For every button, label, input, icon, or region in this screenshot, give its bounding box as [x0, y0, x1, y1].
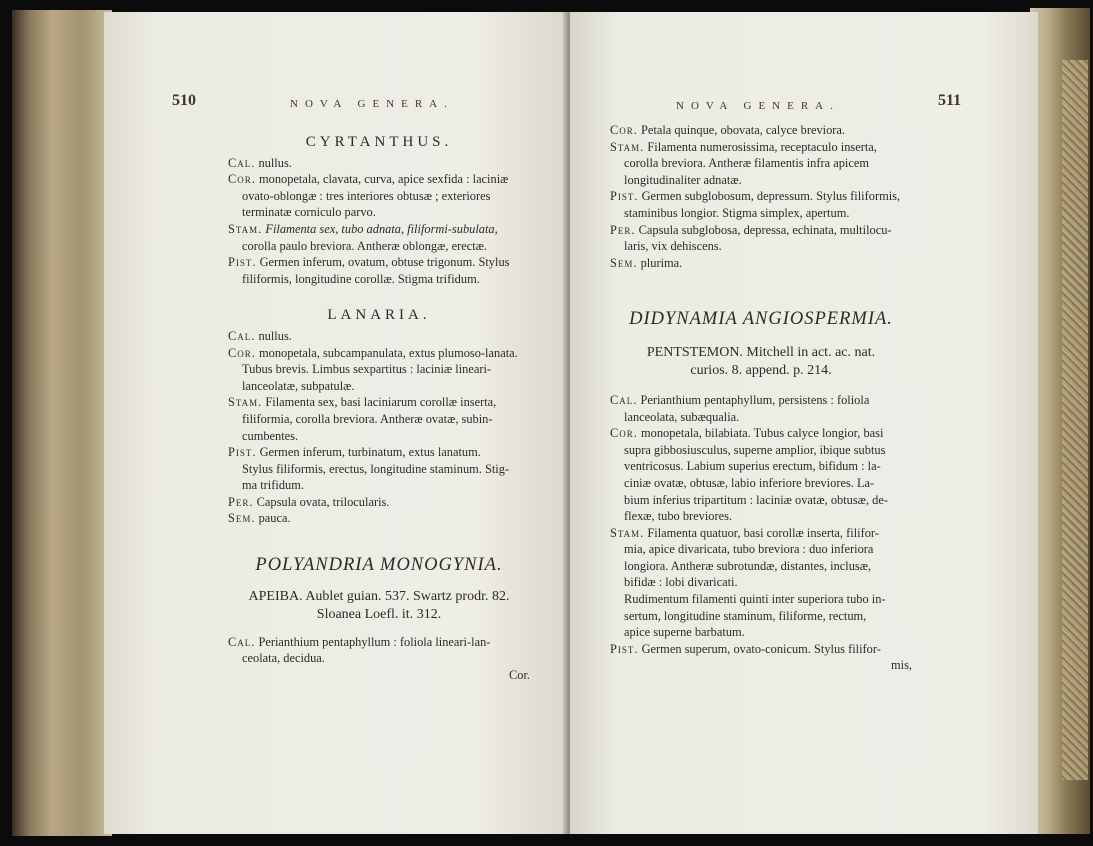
calyx-entry: Cal. Perianthium pentaphyllum, persistens : foliola lanceolata, subæqualia.	[610, 392, 870, 424]
stamina-entry: Stam. Filamenta sex, basi laciniarum corollæ inserta, filiformia, corolla breviora. Antheræ ovatæ, subin- cumbentes.	[228, 395, 497, 443]
genus-title: APEIBA. Aublet guian. 537. Swartz prodr. 82. Sloanea Loefl. it. 312.	[248, 588, 510, 622]
right-marbled-edge	[1062, 60, 1088, 780]
stamina-entry: Stam. Filamenta sex, tubo adnata, filiformi-subulata, corolla paulo breviora. Antheræ oblongæ, erectæ.	[228, 221, 498, 253]
pericarpium-entry: Per. Capsula subglobosa, depressa, echinata, multilocu- laris, vix dehiscens.	[610, 222, 892, 254]
right-page-text	[610, 122, 912, 674]
running-head: NOVA GENERA.	[676, 100, 840, 112]
left-page-text	[228, 134, 530, 683]
corolla-entry: Cor. monopetala, clavata, curva, apice sexfida : laciniæ ovato-oblongæ : tres interiores obtusæ ; exteriores terminatæ corniculo parvo.	[228, 172, 509, 220]
stamina-entry: Stam. Filamenta quatuor, basi corollæ inserta, filifor- mia, apice divaricata, tubo breviora : duo inferiora longiora. Antheræ subrotundæ, distantes, inclusæ, bifidæ : lobi divaricati.	[610, 525, 879, 590]
calyx-entry: Cal. nullus.	[228, 155, 292, 170]
rudimentum-entry: Rudimentum filamenti quinti inter superiora tubo in- sertum, longitudine staminum, filiforme, rectum, apice superne barbatum.	[624, 592, 886, 640]
genus-title: CYRTANTHUS.	[305, 134, 453, 150]
right-page	[570, 12, 1038, 834]
catchword: mis,	[891, 658, 912, 673]
section-heading: POLYANDRIA MONOGYNIA.	[255, 555, 503, 576]
stamina-entry: Stam. Filamenta numerosissima, receptaculo inserta, corolla breviora. Antheræ filamentis infra apicem longitudinaliter adnatæ.	[610, 139, 877, 187]
catchword: Cor.	[509, 667, 530, 682]
pistillum-entry: Pist. Germen inferum, turbinatum, extus lanatum. Stylus filiformis, erectus, longitudine staminum. Stig- ma trifidum.	[228, 445, 510, 493]
pistillum-entry: Pist. Germen inferum, ovatum, obtuse trigonum. Stylus filiformis, longitudine corollæ. Stigma trifidum.	[228, 255, 510, 286]
pericarpium-entry: Per. Capsula ovata, trilocularis.	[228, 494, 390, 509]
left-page-stack-edge	[12, 10, 112, 836]
corolla-entry: Cor. monopetala, bilabiata. Tubus calyce longior, basi supra gibbosiusculus, superne amplior, ibique subtus ventricosus. Labium superius erectum, bifidum : la- ciniæ ovatæ, obtusæ, labio inferiore breviores. La- bium inferius tripartitum : laciniæ ovatæ, obtusæ, de- flexæ, tubo breviores.	[610, 426, 888, 524]
corolla-entry: Cor. monopetala, subcampanulata, extus plumoso-lanata. Tubus brevis. Limbus sexpartitus : laciniæ lineari- lanceolatæ, subpatulæ.	[228, 345, 518, 393]
calyx-entry: Cal. nullus.	[228, 328, 292, 343]
semina-entry: Sem. pauca.	[228, 511, 291, 526]
pistillum-entry: Pist. Germen subglobosum, depressum. Stylus filiformis, staminibus longior. Stigma simplex, apertum.	[610, 189, 901, 220]
genus-title: LANARIA.	[327, 307, 431, 324]
pistillum-entry: Pist. Germen superum, ovato-conicum. Stylus filifor-	[610, 641, 881, 656]
page-number: 510	[172, 92, 196, 109]
left-page	[104, 12, 568, 834]
calyx-entry: Cal. Perianthium pentaphyllum : foliola lineari-lan- ceolata, decidua.	[228, 634, 491, 666]
running-head: NOVA GENERA.	[290, 98, 454, 110]
page-number: 511	[938, 92, 962, 109]
semina-entry: Sem. plurima.	[610, 255, 683, 270]
section-heading: DIDYNAMIA ANGIOSPERMIA.	[629, 309, 893, 330]
genus-title: PENTSTEMON. Mitchell in act. ac. nat. curios. 8. append. p. 214.	[646, 344, 876, 378]
corolla-entry: Cor. Petala quinque, obovata, calyce breviora.	[610, 123, 846, 137]
